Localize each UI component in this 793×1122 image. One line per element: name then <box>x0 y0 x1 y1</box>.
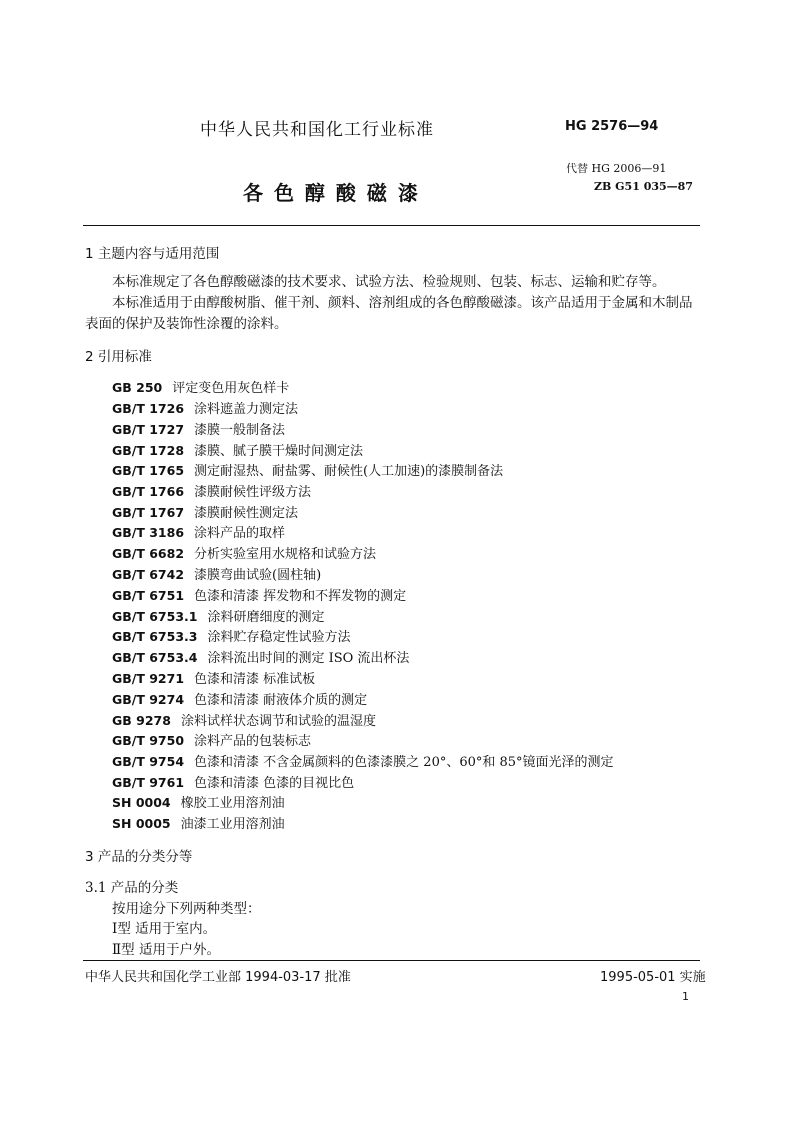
header-divider <box>83 225 700 226</box>
reference-title: 漆膜耐候性评级方法 <box>194 485 312 500</box>
reference-item <box>112 502 298 521</box>
reference-title: 漆膜耐候性测定法 <box>194 506 299 521</box>
reference-code: GB/T 1766 <box>112 484 185 499</box>
reference-item <box>112 377 289 396</box>
reference-title: 涂料产品的包装标志 <box>194 734 312 749</box>
reference-title: 涂料贮存稳定性试验方法 <box>207 630 351 645</box>
replaces-line-2: ZB G51 035—87 <box>594 180 693 193</box>
reference-code: GB/T 6751 <box>112 588 185 603</box>
section-3-1-heading: 3.1 产品的分类 <box>85 880 179 896</box>
reference-code: GB/T 6682 <box>112 546 185 561</box>
replaces-line-1: 代替 HG 2006—91 <box>566 162 667 175</box>
reference-item <box>112 813 285 832</box>
reference-code: GB/T 6753.3 <box>112 629 198 644</box>
reference-item <box>112 626 350 645</box>
reference-code: GB/T 1726 <box>112 401 185 416</box>
reference-code: GB/T 6742 <box>112 567 185 582</box>
standard-category: 中华人民共和国化工行业标准 <box>200 120 434 140</box>
reference-code: GB/T 9271 <box>112 671 185 686</box>
section-2-heading: 2 引用标准 <box>85 349 152 365</box>
reference-title: 漆膜、腻子膜干燥时间测定法 <box>194 444 364 459</box>
reference-item <box>112 689 367 708</box>
reference-item <box>112 564 321 583</box>
reference-title: 色漆和清漆 挥发物和不挥发物的测定 <box>194 589 407 604</box>
reference-title: 涂料遮盖力测定法 <box>194 402 299 417</box>
section-1-paragraph-2: 本标准适用于由醇酸树脂、催干剂、颜料、溶剂组成的各色醇酸磁漆。该产品适用于金属和木制品表面的保护及装饰性涂覆的涂料。 <box>85 295 693 332</box>
reference-code: GB 250 <box>112 380 163 395</box>
reference-code: GB/T 1727 <box>112 422 185 437</box>
reference-title: 涂料产品的取样 <box>194 526 286 541</box>
type-2-line: Ⅱ型 适用于户外。 <box>112 942 220 958</box>
reference-code: GB/T 9274 <box>112 692 185 707</box>
document-title: 各 色 醇 酸 磁 漆 <box>243 181 420 205</box>
reference-item <box>112 419 285 438</box>
reference-title: 色漆和清漆 标准试板 <box>194 672 316 687</box>
reference-title: 油漆工业用溶剂油 <box>180 817 285 832</box>
reference-item <box>112 792 285 811</box>
reference-code: SH 0004 <box>112 795 171 810</box>
reference-code: GB/T 6753.1 <box>112 609 198 624</box>
reference-item <box>112 585 406 604</box>
reference-item <box>112 668 315 687</box>
reference-title: 评定变色用灰色样卡 <box>172 381 290 396</box>
reference-code: GB/T 1767 <box>112 505 185 520</box>
reference-title: 漆膜一般制备法 <box>194 423 286 438</box>
reference-title: 色漆和清漆 不含金属颜料的色漆漆膜之 20°、60°和 85°镜面光泽的测定 <box>194 755 614 770</box>
reference-title: 色漆和清漆 色漆的目视比色 <box>194 776 355 791</box>
reference-title: 漆膜弯曲试验(圆柱轴) <box>194 568 322 583</box>
reference-code: SH 0005 <box>112 816 171 831</box>
effective-date: 1995-05-01 实施 <box>600 970 706 985</box>
reference-item <box>112 751 614 770</box>
reference-title: 分析实验室用水规格和试验方法 <box>194 547 377 562</box>
reference-title: 涂料试样状态调节和试验的温湿度 <box>180 714 376 729</box>
reference-item <box>112 522 285 541</box>
reference-item <box>112 730 311 749</box>
reference-code: GB/T 1765 <box>112 463 185 478</box>
approval-line: 中华人民共和国化学工业部 1994-03-17 批准 <box>85 970 351 985</box>
section-3-heading: 3 产品的分类分等 <box>85 849 193 865</box>
reference-code: GB/T 6753.4 <box>112 650 198 665</box>
reference-item <box>112 772 354 791</box>
reference-item <box>112 647 409 666</box>
reference-item <box>112 606 324 625</box>
reference-code: GB/T 9754 <box>112 754 185 769</box>
reference-item <box>112 710 376 729</box>
reference-title: 涂料研磨细度的测定 <box>207 610 325 625</box>
standard-number: HG 2576—94 <box>565 119 659 134</box>
reference-code: GB/T 9750 <box>112 733 185 748</box>
section-1-paragraph-1: 本标准规定了各色醇酸磁漆的技术要求、试验方法、检验规则、包装、标志、运输和贮存等。 <box>112 274 666 290</box>
reference-title: 色漆和清漆 耐液体介质的测定 <box>194 693 368 708</box>
classification-intro: 按用途分下列两种类型： <box>112 901 261 917</box>
reference-code: GB/T 3186 <box>112 525 185 540</box>
reference-title: 测定耐湿热、耐盐雾、耐候性(人工加速)的漆膜制备法 <box>194 464 504 479</box>
reference-item <box>112 440 363 459</box>
reference-item <box>112 398 298 417</box>
reference-code: GB 9278 <box>112 713 171 728</box>
page-number: 1 <box>682 990 689 1003</box>
reference-item <box>112 460 503 479</box>
reference-title: 涂料流出时间的测定 ISO 流出杯法 <box>207 651 410 666</box>
type-1-line: Ⅰ型 适用于室内。 <box>112 921 217 937</box>
reference-code: GB/T 9761 <box>112 775 185 790</box>
reference-item <box>112 481 311 500</box>
reference-code: GB/T 1728 <box>112 443 185 458</box>
reference-title: 橡胶工业用溶剂油 <box>180 796 285 811</box>
reference-item <box>112 543 376 562</box>
section-1-heading: 1 主题内容与适用范围 <box>85 246 220 262</box>
footer-divider <box>83 960 700 961</box>
